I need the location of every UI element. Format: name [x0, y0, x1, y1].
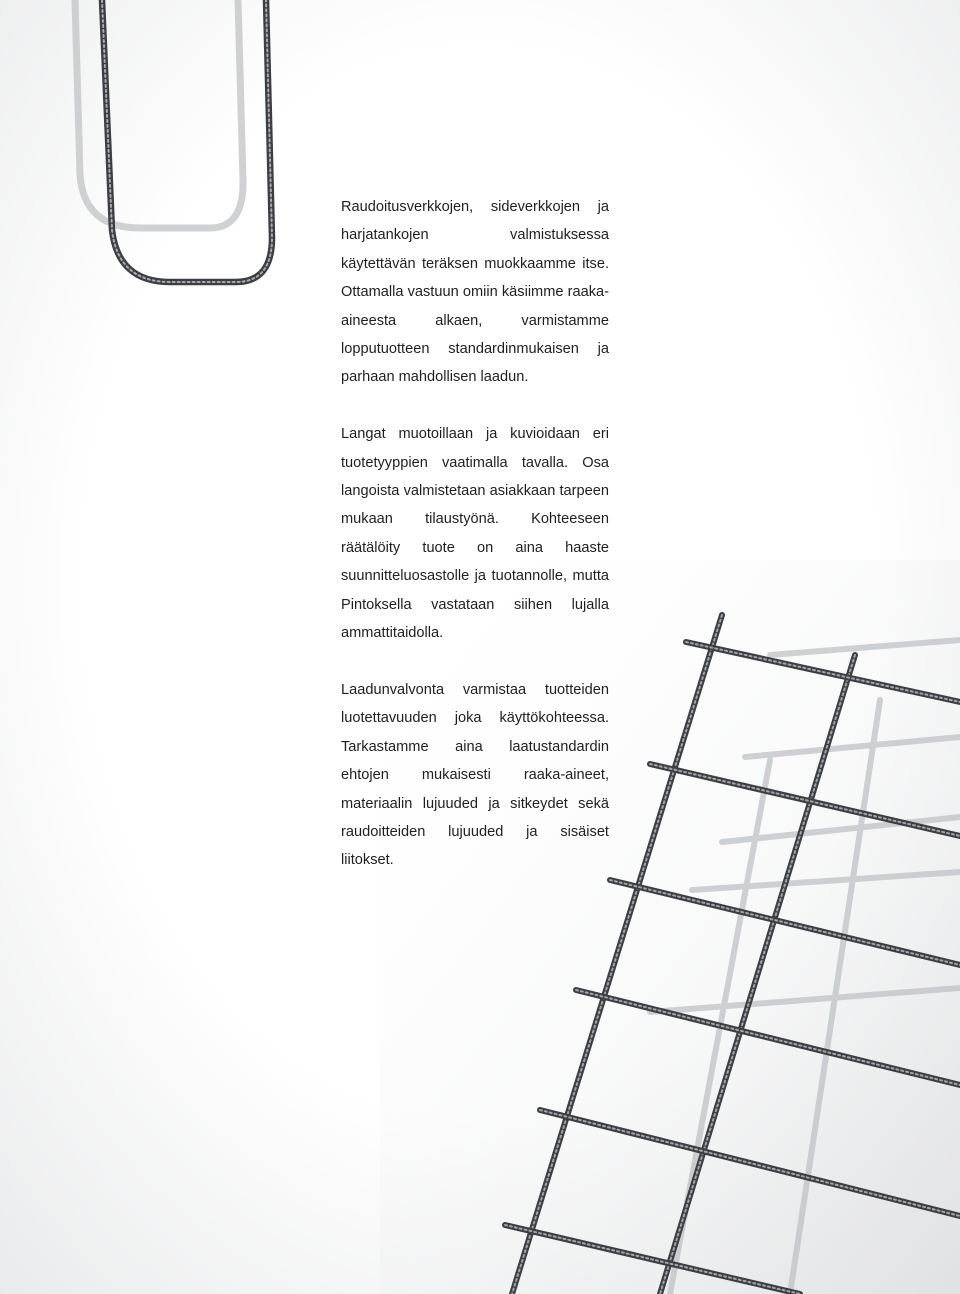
paragraph-quality-control: Laadunvalvonta varmistaa tuotteiden luotettavuuden joka käyttökohteessa. Tarkastamme aina laatustandardin ehtojen mukaisesti raaka-aineet, materiaalin lujuuded ja sitkeydet sekä raudoitteiden lujuuded ja sisäiset liitokset.: [341, 681, 609, 869]
paragraph-wire-shaping: Langat muotoillaan ja kuvioidaan eri tuotetyyppien vaatimalla tavalla. Osa langoista valmistetaan asiakkaan tarpeen mukaan tilaustyönä. Kohteeseen räätälöity tuote on aina haaste suunnitteluosastolle ja tuotannolle, mutta Pintoksella vastataan siihen lujalla ammattitaidolla.: [341, 426, 609, 642]
body-text-column: [341, 193, 609, 875]
paragraph-steel-processing: Raudoitusverkkojen, sideverkkojen ja harjatankojen valmistuksessa käytettävän teräksen muokkaamme itse. Ottamalla vastuun omiin käsiimme raaka-aineesta alkaen, varmistamme lopputuotteen standardinmukaisen ja parhaan mahdollisen laadun.: [341, 199, 609, 386]
